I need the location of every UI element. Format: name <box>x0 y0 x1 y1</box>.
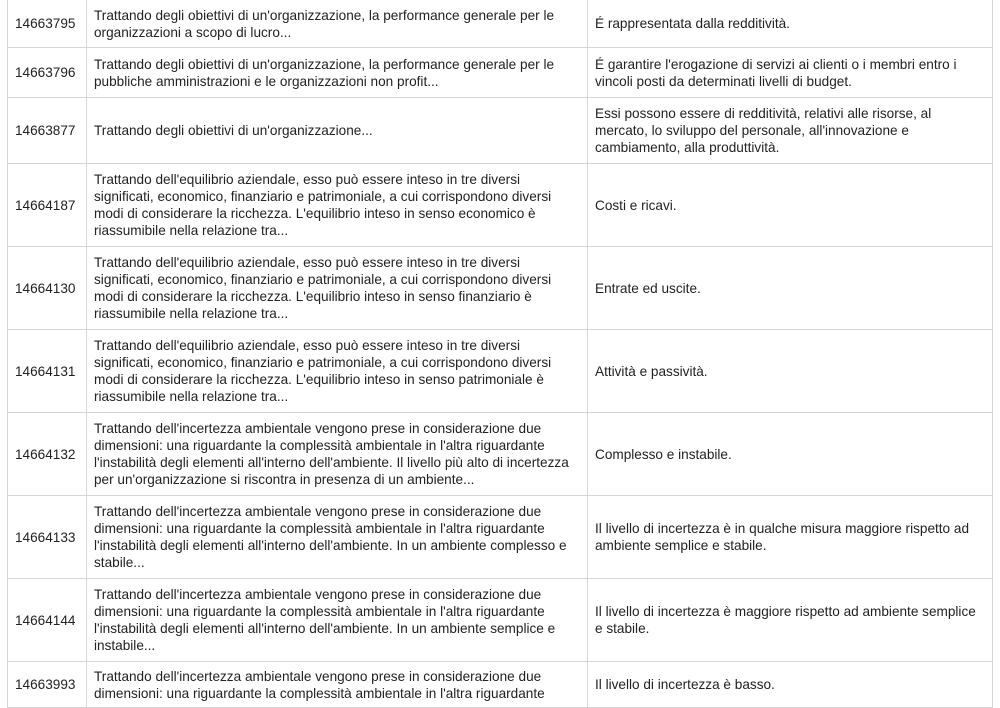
row-id: 14664144 <box>8 579 87 662</box>
answer-cell: Il livello di incertezza è basso. <box>588 662 993 708</box>
answer-cell: Il livello di incertezza è maggiore rispetto ad ambiente semplice e stabile. <box>588 579 993 662</box>
answer-cell: Essi possono essere di redditività, relativi alle risorse, al mercato, lo sviluppo del personale, all'innovazione e cambiamento, alla produttività. <box>588 98 993 164</box>
row-id: 14664133 <box>8 496 87 579</box>
table-row <box>8 662 993 708</box>
row-id: 14664131 <box>8 330 87 413</box>
table-row <box>8 48 993 98</box>
answer-cell: É rappresentata dalla redditività. <box>588 0 993 48</box>
table-row <box>8 330 993 413</box>
table-row <box>8 413 993 496</box>
row-id: 14664132 <box>8 413 87 496</box>
table-row <box>8 164 993 247</box>
answer-cell: Complesso e instabile. <box>588 413 993 496</box>
table-row <box>8 247 993 330</box>
table-row <box>8 496 993 579</box>
question-cell: Trattando degli obiettivi di un'organizzazione, la performance generale per le pubbliche amministrazioni e le organizzazioni non profit... <box>87 48 588 98</box>
table-row <box>8 98 993 164</box>
table-row <box>8 0 993 48</box>
question-cell: Trattando dell'equilibrio aziendale, esso può essere inteso in tre diversi significati, economico, finanziario e patrimoniale, a cui corrispondono diversi modi di considerare la ricchezza. L'equilibrio inteso in senso patrimoniale è riassumibile nella relazione tra... <box>87 330 588 413</box>
question-cell: Trattando dell'equilibrio aziendale, esso può essere inteso in tre diversi significati, economico, finanziario e patrimoniale, a cui corrispondono diversi modi di considerare la ricchezza. L'equilibrio inteso in senso economico è riassumibile nella relazione tra... <box>87 164 588 247</box>
row-id: 14663795 <box>8 0 87 48</box>
row-id: 14663796 <box>8 48 87 98</box>
qa-table <box>7 0 993 708</box>
question-cell: Trattando dell'equilibrio aziendale, esso può essere inteso in tre diversi significati, economico, finanziario e patrimoniale, a cui corrispondono diversi modi di considerare la ricchezza. L'equilibrio inteso in senso finanziario è riassumibile nella relazione tra... <box>87 247 588 330</box>
row-id: 14664130 <box>8 247 87 330</box>
answer-cell: Costi e ricavi. <box>588 164 993 247</box>
row-id: 14663993 <box>8 662 87 708</box>
answer-cell: Attività e passività. <box>588 330 993 413</box>
answer-cell: Il livello di incertezza è in qualche misura maggiore rispetto ad ambiente semplice e stabile. <box>588 496 993 579</box>
question-cell: Trattando dell'incertezza ambientale vengono prese in considerazione due dimensioni: una riguardante la complessità ambientale in l'altra riguardante l'instabilità degli elementi all'interno dell'ambiente. Il livello più alto di incertezza per un'organizzazione si riscontra in presenza di un ambiente... <box>87 413 588 496</box>
question-cell: Trattando dell'incertezza ambientale vengono prese in considerazione due dimensioni: una riguardante la complessità ambientale in l'altra riguardante l'instabilità degli elementi all'interno dell'ambiente. In un ambiente semplice e instabile... <box>87 579 588 662</box>
answer-cell: É garantire l'erogazione di servizi ai clienti o i membri entro i vincoli posti da determinati livelli di budget. <box>588 48 993 98</box>
question-cell: Trattando degli obiettivi di un'organizzazione, la performance generale per le organizzazioni a scopo di lucro... <box>87 0 588 48</box>
question-cell: Trattando dell'incertezza ambientale vengono prese in considerazione due dimensioni: una riguardante la complessità ambientale in l'altra riguardante l'instabilità degli elementi all'interno dell'ambiente. In un ambiente complesso e stabile... <box>87 496 588 579</box>
answer-cell: Entrate ed uscite. <box>588 247 993 330</box>
table-row <box>8 579 993 662</box>
row-id: 14664187 <box>8 164 87 247</box>
question-cell: Trattando degli obiettivi di un'organizzazione... <box>87 98 588 164</box>
row-id: 14663877 <box>8 98 87 164</box>
question-cell: Trattando dell'incertezza ambientale vengono prese in considerazione due dimensioni: una riguardante la complessità ambientale in l'altra riguardante <box>87 662 588 708</box>
